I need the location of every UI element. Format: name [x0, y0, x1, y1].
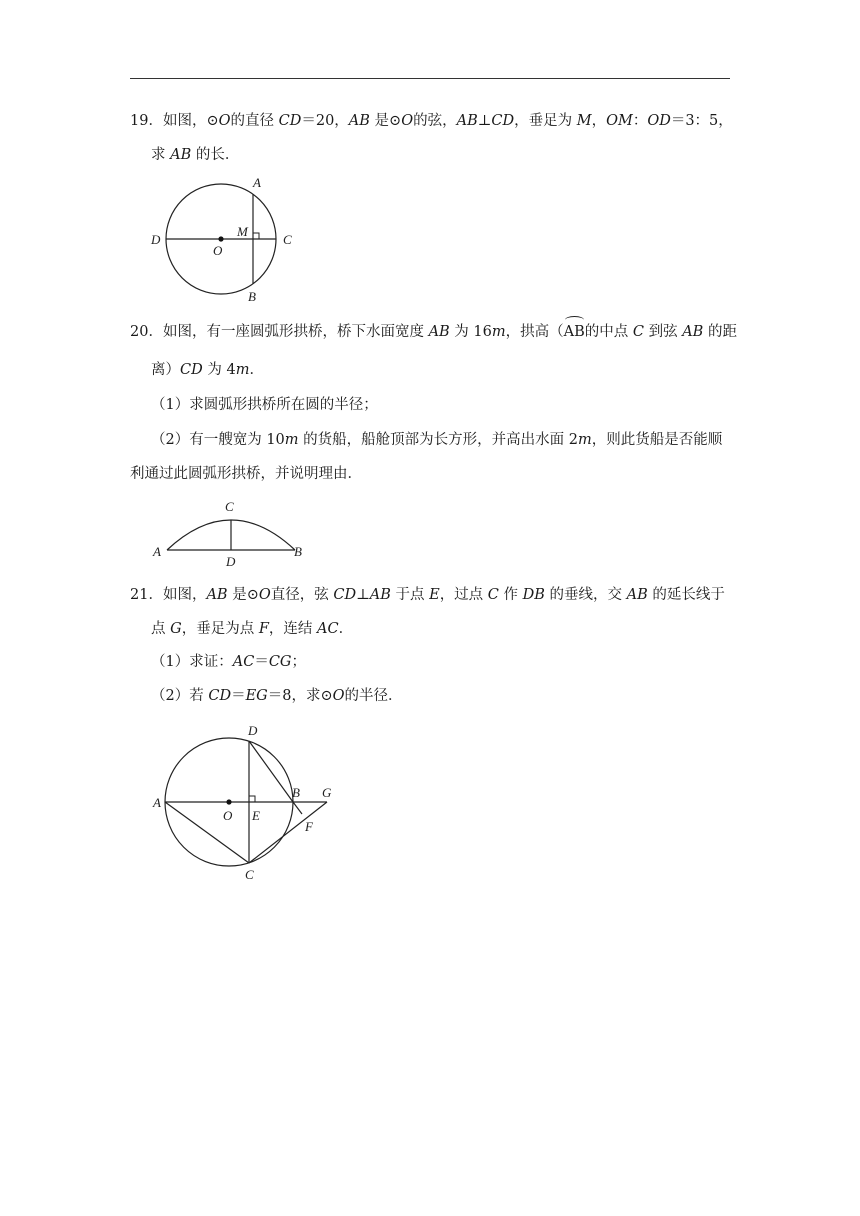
- q21-label-b: B: [292, 785, 300, 800]
- q19-center-dot: [218, 236, 223, 241]
- q19-right-angle: [253, 233, 259, 239]
- q21-center-dot: [226, 799, 231, 804]
- q20-label-b: B: [294, 544, 302, 559]
- q21-line1: 21．如图，AB 是⊙O直径，弦 CD⊥AB 于点 E，过点 C 作 DB 的垂线，交 AB 的延长线于: [130, 587, 725, 603]
- q21-part1: （1）求证：AC＝CG；: [151, 654, 306, 670]
- q21-segment-cg: [249, 802, 327, 863]
- q21-label-e: E: [252, 808, 260, 823]
- q20-line1: 20．如图，有一座圆弧形拱桥，桥下水面宽度 AB 为 16m，拱高（AB的中点 C 到弦 AB 的距: [130, 324, 737, 340]
- q20-label-a: A: [153, 544, 161, 559]
- q21-segment-bf: [293, 802, 302, 814]
- q21-label-o: O: [223, 808, 233, 823]
- q19-label-m: M: [237, 224, 248, 239]
- q21-part2: （2）若 CD＝EG＝8，求⊙O的半径．: [151, 688, 403, 704]
- q19-label-c: C: [283, 232, 292, 247]
- q20-label-c: C: [225, 499, 234, 514]
- q21-segment-ac: [165, 802, 249, 863]
- q19-figure: [140, 170, 310, 310]
- q20-label-d: D: [226, 554, 236, 569]
- q19-label-b: B: [248, 289, 256, 304]
- q19-label-a: A: [253, 175, 261, 190]
- q21-line2: 点 G，垂足为点 F，连结 AC．: [151, 621, 354, 637]
- q19-line2: 求 AB 的长．: [151, 147, 240, 163]
- q21-segment-db: [249, 741, 293, 802]
- q21-right-angle: [249, 796, 255, 802]
- header-rule: [130, 78, 730, 79]
- q20-line2: 离）CD 为 4m．: [151, 362, 264, 378]
- q21-label-d: D: [248, 723, 258, 738]
- q21-figure: [145, 718, 345, 888]
- q20-part2-line2: 利通过此圆弧形拱桥，并说明理由．: [130, 466, 362, 482]
- q21-label-f: F: [305, 819, 313, 834]
- q20-arc-ab: AB: [563, 324, 585, 340]
- q20-figure: [145, 494, 315, 574]
- q19-label-d: D: [151, 232, 161, 247]
- q20-part2-line1: （2）有一艘宽为 10m 的货船，船舱顶部为长方形，并高出水面 2m，则此货船是否能顺: [151, 432, 723, 448]
- q20-part1: （1）求圆弧形拱桥所在圆的半径；: [151, 397, 378, 413]
- q19-line1: 19．如图，⊙O的直径 CD＝20，AB 是⊙O的弦，AB⊥CD，垂足为 M，OM：OD＝3：5，: [130, 113, 733, 129]
- q21-label-g: G: [322, 785, 332, 800]
- q19-label-o: O: [213, 243, 223, 258]
- q21-label-c: C: [245, 867, 254, 882]
- q21-label-a: A: [153, 795, 161, 810]
